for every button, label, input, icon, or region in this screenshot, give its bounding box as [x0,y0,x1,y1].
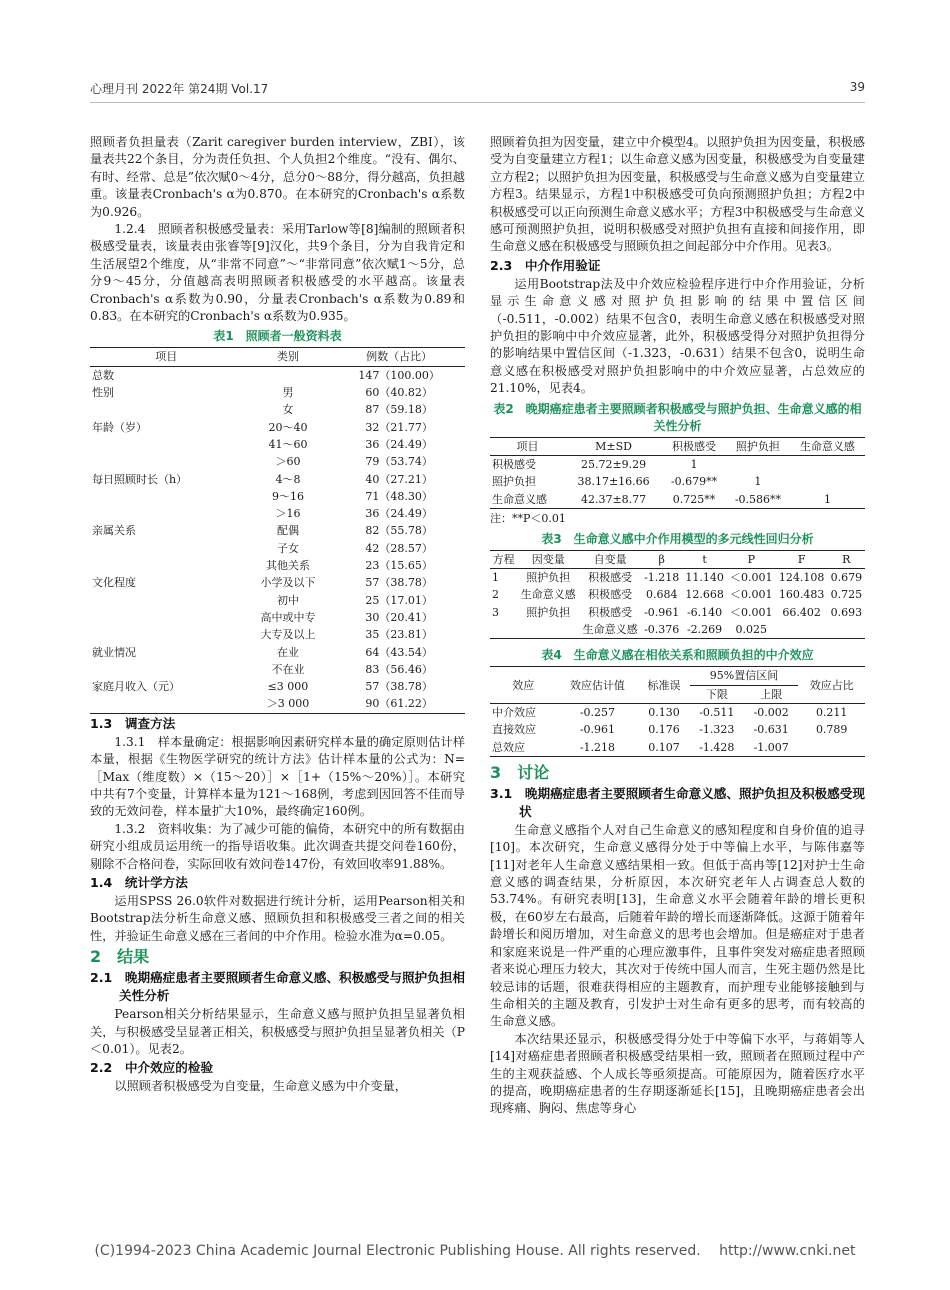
table-cell: 生命意义感 [582,623,638,637]
table-cell: -1.218 [644,571,680,585]
table-row [90,609,465,626]
paragraph-zbi: 照顾者负担量表（Zarit caregiver burden interview，ZBI），该量表共22个条目，分为责任负担、个人负担2个维度。“没有、偶尔、有时、经常、总是”依次赋0～4分，总分0～88分，得分越高，负担越重。该量表Cronbach's α为0.870。在本研究的Cronbach's α系数为0.926。 [90,135,465,219]
section-2-2-title: 2.2 中介效应的检验 [90,1060,214,1076]
table-cell: 其他关系 [265,559,310,573]
table-header-cell: 项目 [90,348,243,366]
section-2-1-title: 2.1 晚期癌症患者主要照顾者生命意义感、积极感受与照护负担相关性分析 [90,970,465,1004]
table-cell: 中介效应 [492,705,536,719]
table-row [490,739,865,757]
paragraph-data-collection: 1.3.2 资料收集：为了减少可能的偏倚，本研究中的所有数据由研究小组成员运用统一的指导语收集。此次调查共提交问卷160份，剔除不合格问卷，实际回收有效问卷147份，有效回收率91.88%。 [90,821,465,871]
table-cell: 女 [282,403,294,417]
table-cell: 亲属关系 [92,524,136,538]
table-header-cell: 生命意义感 [790,437,865,455]
table-row [90,592,465,609]
table-cell: 79（53.74） [365,455,433,469]
paragraph-positive-scale: 1.2.4 照顾者积极感受量表：采用Tarlow等[8]编制的照顾者积极感受量表，该量表由张睿等[9]汉化，共9个条目，分为自我肯定和生活展望2个维度，从“非常不同意”～“非常同意”依次赋1～5分，总分9～45分，分值越高表明照顾者积极感受的水平越高。该量表Cronbach's α系数为0.90，分量表Cronbach's α系数为0.89和0.83。在本研究的Cronbach's α系数为0.935。 [90,222,465,324]
table-cell: 83（56.46） [365,662,433,676]
section-1-3-title: 1.3 调查方法 [90,715,176,731]
table-header-cell: 照护负担 [726,437,790,455]
table-cell: -0.257 [579,705,616,719]
table-cell: 42.37±8.77 [580,492,647,506]
table-cell [90,661,243,678]
section-3-1-title: 3.1 晚期癌症患者主要照顾者生命意义感、照护负担及积极感受现状 [490,785,865,819]
table-header-cell: β [641,550,682,568]
table-cell: 生命意义感 [520,588,576,602]
table-cell: 57（38.78） [365,576,433,590]
table-cell: ＜0.001 [730,571,773,585]
table-cell [517,621,579,639]
copyright-footer: (C)1994-2023 China Academic Journal Electronic Publishing House. All rights reserved. http://www.cnki.net [94,1243,856,1259]
table-cell: 12.668 [685,588,724,602]
table-row [490,586,865,603]
table-header-cell: M±SD [565,437,662,455]
table-cell: -6.140 [686,605,723,619]
table-cell: -1.007 [753,740,789,754]
table-cell: 照护负担 [492,475,536,489]
table-cell [90,453,243,470]
table-cell: 0.693 [830,605,863,619]
table4 [490,666,865,756]
table-cell [90,505,243,522]
table-cell [90,557,243,574]
table-cell: 总数 [92,368,114,382]
table-cell [90,609,243,626]
table-cell: 在业 [276,645,299,659]
table-cell [90,540,243,557]
table-cell [798,739,865,757]
table-cell: ≤3 000 [267,680,309,694]
table-row [90,695,465,713]
table-cell [726,455,790,473]
table-header-cell: 类别 [243,348,334,366]
table-row [490,473,865,490]
table3 [490,550,865,639]
table-cell: 文化程度 [92,576,136,590]
table-header-cell: P [727,550,776,568]
table-header-cell: F [776,550,828,568]
table-cell: 90（61.22） [365,697,433,711]
table-cell: 9～16 [271,489,304,503]
paragraph-bootstrap: 运用Bootstrap法及中介效应检验程序进行中介作用验证，分析显示生命意义感对照护负担影响的结果中置信区间（-0.511，-0.002）结果不包含0，表明生命意义感在积极感受对照护负担的影响中中介效应显著，此外，积极感受得分对照护负担得分的影响结果中置信区间（-1.323，-0.631）结果不包含0，说明生命意义感在积极感受对照护负担影响中的中介效应显著，占总效应的21.10%，见表4。 [490,276,865,396]
table-cell: 积极感受 [588,605,633,619]
table-cell: 1 [754,475,762,489]
table-cell: 就业情况 [92,645,136,659]
table2-note: 注：**P＜0.01 [490,511,566,525]
table-cell: -1.428 [699,740,735,754]
table-cell: 总效应 [492,740,525,754]
table-cell: 25.72±9.29 [580,457,647,471]
table-cell [90,695,243,713]
table-row [90,678,465,695]
table-row [90,436,465,453]
table-cell: 家庭月收入（元） [92,680,180,694]
table2 [490,437,865,509]
table-header-cell: R [828,550,865,568]
table-cell: 42（28.57） [365,541,433,555]
paragraph-mediation-start: 以照顾者积极感受为自变量，生命意义感为中介变量， [114,1079,407,1094]
table-cell: 3 [492,605,499,619]
table-header-cell: 积极感受 [662,437,726,455]
table-cell: 1 [492,571,499,585]
table-cell: 积极感受 [588,571,633,585]
table-cell [790,455,865,473]
table-cell: 30（20.41） [365,610,433,624]
table-cell: 高中或中专 [260,610,316,624]
table-cell: 23（15.65） [365,559,433,573]
table-cell: 照护负担 [526,605,571,619]
table-cell: -2.269 [686,623,723,637]
table-header-cell: 方程 [490,550,517,568]
table-row [90,453,465,470]
paragraph-pearson: Pearson相关分析结果显示，生命意义感与照护负担呈显著负相关，与积极感受呈显著正相关，积极感受与照护负担呈显著负相关（P＜0.01）。见表2。 [90,1007,465,1056]
table-cell: 子女 [276,541,299,555]
right-column [490,134,865,1118]
table-cell: -1.218 [579,740,616,754]
table-cell: 32（21.77） [365,420,433,434]
table-row [90,522,465,539]
table-cell: 男 [282,386,294,400]
table-cell: 0.107 [648,740,680,754]
table-subheader-cell: 下限 [690,685,744,703]
table-cell: 大专及以上 [260,628,316,642]
table-cell [828,621,865,639]
table-cell: ＜0.001 [730,588,773,602]
table-cell: -0.631 [753,723,789,737]
table-cell: 小学及以下 [260,576,316,590]
table-cell: 60（40.82） [365,386,433,400]
table-cell: 积极感受 [492,457,536,471]
table-cell [90,592,243,609]
table1-title: 表1 照顾者一般资料表 [213,329,342,344]
table-cell: 每日照顾时长（h） [92,472,188,486]
table-cell: 36（24.49） [365,437,433,451]
table-cell: 57（38.78） [365,680,433,694]
paragraph-mediation-model: 照顾着负担为因变量，建立中介模型4。以照护负担为因变量，积极感受为自变量建立方程1；以生命意义感为因变量，积极感受为自变量建立方程2；以照护负担为因变量，积极感受与生命意义感为自变量建立方程3。结果显示，方程1中积极感受可负向预测照护负担；方程2中积极感受可以正向预测生命意义感水平；方程3中积极感受与生命意义感可预测照护负担，说明积极感受对照护负担有直接和间接作用，即生命意义感在积极感受与照顾负担之间起部分中介作用。见表3。 [490,135,865,254]
table-cell: ＞60 [275,455,301,469]
table-cell: 0.025 [735,623,768,637]
table-cell: -0.679** [670,475,718,489]
table-cell: 初中 [276,593,299,607]
table-cell: 不在业 [271,662,305,676]
table-cell: 36（24.49） [365,507,433,521]
table-cell: 0.684 [645,588,678,602]
table-row [90,574,465,591]
section-3-title: 3 讨论 [490,762,550,782]
table-cell [490,621,517,639]
table-cell: -0.961 [579,723,616,737]
table-cell: 积极感受 [588,588,633,602]
section-2-3-title: 2.3 中介作用验证 [490,257,601,273]
table-cell: -1.323 [699,723,735,737]
table2-title: 表2 晚期癌症患者主要照顾者积极感受与照护负担、生命意义感的相关性分析 [493,401,862,433]
table-cell: 0.789 [815,723,848,737]
table-header-cell: 95%置信区间 [690,667,799,685]
table-cell: -0.376 [644,623,680,637]
table-row [490,621,865,639]
table-cell: 41～60 [268,437,308,451]
table-cell: 4～8 [275,472,301,486]
table-cell: 147（100.00） [358,368,440,382]
table-cell [90,488,243,505]
table-cell: 1 [823,492,831,506]
page-header [90,80,865,100]
table-row [490,604,865,621]
table-row [490,721,865,738]
table-row [490,491,865,509]
table-cell: 20～40 [268,420,308,434]
table-row [90,661,465,678]
table-row [90,557,465,574]
table-cell: 2 [492,588,499,602]
table-row [90,644,465,661]
table-cell: 82（55.78） [365,524,433,538]
table-header-cell: 效应估计值 [557,667,639,704]
table1 [90,347,465,713]
table-cell: 160.483 [778,588,825,602]
table-cell: 38.17±16.66 [577,475,650,489]
table-header-cell: 例数（占比） [333,348,465,366]
table-cell: 0.725** [672,492,716,506]
table-row [90,401,465,418]
paragraph-positive-feelings: 本次结果还显示，积极感受得分处于中等偏下水平，与蒋娟等人[14]对癌症患者照顾者积极感受结果相一致，照顾者在照顾过程中产生的主观获益感、个人成长等亟须提高。可能原因为，随着医疗水平的提高，晚期癌症患者的生存期逐渐延长[15]，且晚期癌症患者会出现疼痛、胸闷、焦虑等身心 [490,1031,865,1116]
table-cell [243,366,334,384]
table-cell: 直接效应 [492,723,536,737]
table4-title: 表4 生命意义感在相依关系和照顾负担的中介效应 [541,648,814,663]
table-cell: 0.725 [830,588,863,602]
table-cell: 71（48.30） [365,489,433,503]
journal-info: 心理月刊 2022年 第24期 Vol.17 [90,82,269,96]
table-cell: 0.679 [830,571,863,585]
table-row [90,419,465,436]
table-cell: -0.586** [734,492,782,506]
paragraph-meaning-of-life: 生命意义感指个人对自己生命意义的感知程度和自身价值的追寻[10]。本次研究，生命意义感得分处于中等偏上水平，与陈伟嘉等[11]对老年人生命意义感结果相一致。但低于高冉等[12]对护士生命意义感的调查结果，分析原因，本次研究老年人占调查总人数的53.74%。有研究表明[13]，生命意义水平会随着年龄的增长更积极，在60岁左右最高，后随着年龄的增长而逐渐降低。这源于随着年龄增长和阅历增加，对生命意义的思考也会增加。但是癌症对于患者和家庭来说是一件严重的心理应激事件，且事件突发对癌症患者照顾者来说心理压力较大，其次对于传统中国人而言，生死主题仍然是比较忌讳的话题，很难获得相应的主题教育，而护理专业能够接触到与生命相关的主题及教育，引发护士对生命有更多的思考，而有较高的生命意义感。 [490,822,865,1029]
table-cell [776,621,828,639]
table-cell: 66.402 [782,605,821,619]
table-header-cell: 项目 [490,437,565,455]
table-row [90,505,465,522]
table-row [90,471,465,488]
table-row [490,569,865,587]
table-cell: 生命意义感 [492,492,547,506]
table-cell [90,401,243,418]
table-header-cell: 效应 [490,667,557,704]
table-cell: ＜0.001 [730,605,773,619]
table-cell: 124.108 [778,571,825,585]
table-cell: 40（27.21） [365,472,433,486]
table-subheader-cell: 上限 [744,685,798,703]
table-cell: 配偶 [276,524,299,538]
table-row [90,384,465,401]
table-header-cell: t [682,550,727,568]
table-cell: 1 [690,457,698,471]
section-2-title: 2 结果 [90,947,150,967]
table-row [90,626,465,643]
table-cell [90,436,243,453]
table-cell: 0.211 [815,705,848,719]
paragraph-statistics: 运用SPSS 26.0软件对数据进行统计分析，运用Pearson相关和Bootstrap法分析生命意义感、照顾负担和积极感受三者之间的相关性，并验证生命意义感在三者间的中介作用。检验水准为α=0.05。 [90,893,465,943]
table-cell: ＞16 [275,507,301,521]
table-cell: 0.130 [648,705,680,719]
table-row [490,703,865,721]
left-column [90,134,465,1096]
table-cell [90,626,243,643]
table-row [490,455,865,473]
table-cell: 年龄（岁） [92,420,147,434]
table-cell: 照护负担 [526,571,571,585]
table-cell: 87（59.18） [365,403,433,417]
table3-title: 表3 生命意义感中介作用模型的多元线性回归分析 [541,531,814,546]
section-1-4-title: 1.4 统计学方法 [90,874,188,890]
table-cell: -0.961 [644,605,680,619]
table-header-cell: 标准误 [638,667,689,704]
table-cell: 35（23.81） [365,628,433,642]
table-cell: ＞3 000 [266,697,310,711]
table-cell: -0.002 [753,705,789,719]
table-cell [790,473,865,490]
table-cell: -0.511 [699,705,735,719]
table-cell: 25（17.01） [365,593,433,607]
table-header-cell: 自变量 [579,550,641,568]
page-number: 39 [849,80,865,94]
table-cell: 64（43.54） [365,645,433,659]
table-cell: 11.140 [685,571,724,585]
table-header-cell: 效应占比 [798,667,865,704]
table-header-cell: 因变量 [517,550,579,568]
table-row [90,540,465,557]
table-row [90,366,465,384]
table-row [90,488,465,505]
table-cell: 性别 [92,386,114,400]
header-rule [90,102,865,103]
paragraph-sample-size: 1.3.1 样本量确定：根据影响因素研究样本量的确定原则估计样本量，根据《生物医学研究的统计方法》估计样本量的公式为：N=［Max（维度数）×（15～20）］×［1+（15%～20%）］。本研究中共有7个变量，计算样本量为121～168例，考虑到因回答不佳而导致的无效问卷，样本量扩大10%，最终确定160例。 [90,734,465,819]
table-cell: 0.176 [648,723,680,737]
